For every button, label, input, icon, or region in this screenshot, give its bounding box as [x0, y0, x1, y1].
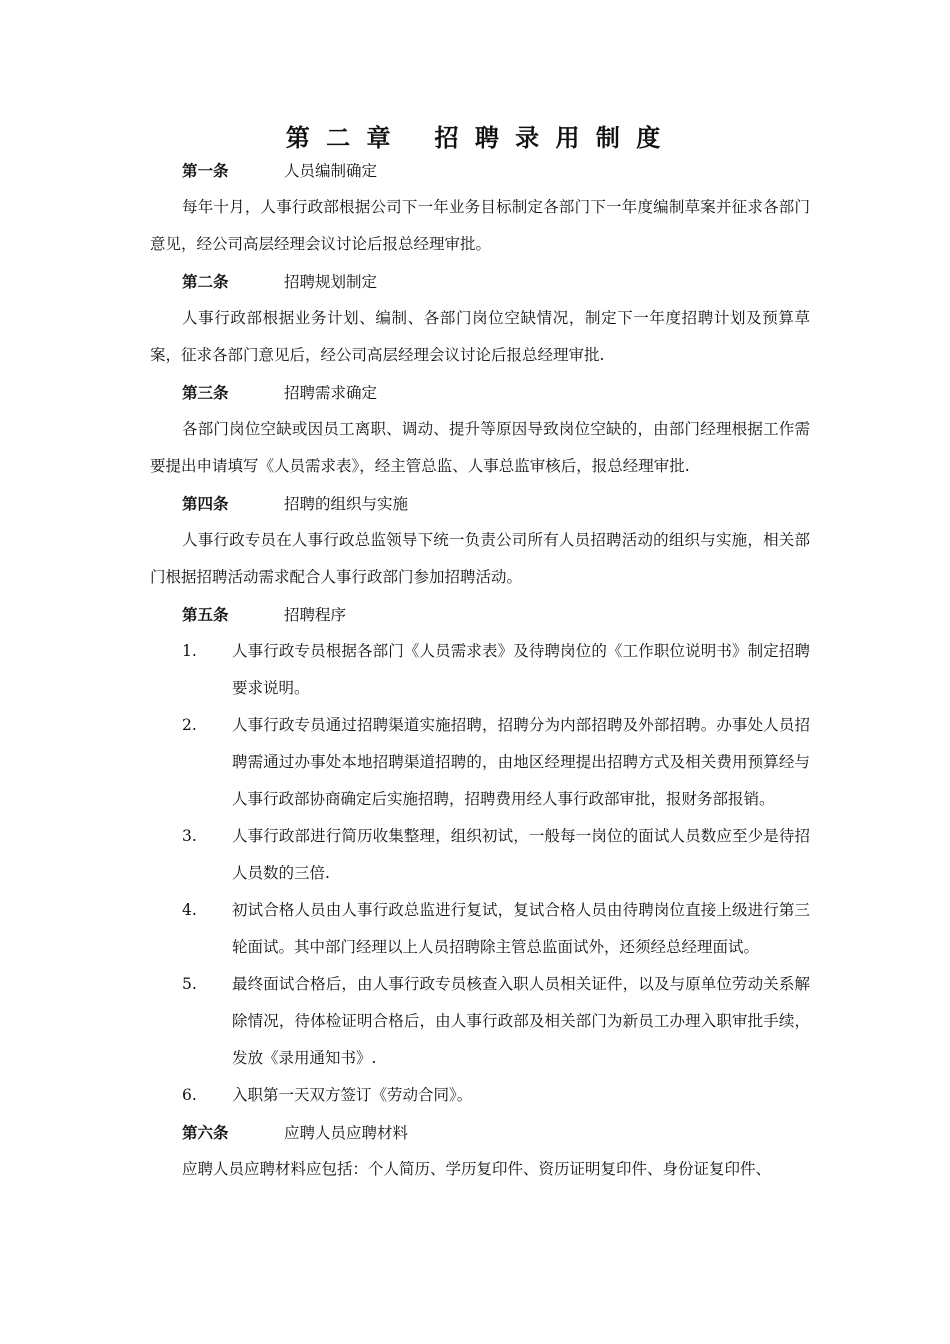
- procedure-item-5: [150, 966, 810, 1077]
- chapter-number: 第 二 章: [285, 123, 395, 152]
- procedure-item-1: [150, 633, 810, 707]
- article-heading-3: [150, 374, 810, 411]
- procedure-item-3: [150, 818, 810, 892]
- article-title: 应聘人员应聘材料: [284, 1124, 409, 1142]
- article-number: 第四条: [182, 494, 229, 513]
- article-heading-2: [150, 263, 810, 300]
- list-text: 人事行政部进行简历收集整理，组织初试，一般每一岗位的面试人员数应至少是待招人员数的三倍.: [232, 827, 810, 882]
- article-heading-4: [150, 485, 810, 522]
- article-title: 招聘需求确定: [284, 384, 378, 402]
- article-text-2: 人事行政部根据业务计划、编制、各部门岗位空缺情况，制定下一年度招聘计划及预算草案，征求各部门意见后，经公司高层经理会议讨论后报总经理审批.: [150, 309, 810, 364]
- list-index: 6.: [182, 1086, 197, 1104]
- article-text-1: 每年十月，人事行政部根据公司下一年业务目标制定各部门下一年度编制草案并征求各部门意见，经公司高层经理会议讨论后报总经理审批。: [150, 198, 810, 253]
- list-text: 人事行政专员根据各部门《人员需求表》及待聘岗位的《工作职位说明书》制定招聘要求说明。: [232, 642, 810, 697]
- article-text-3: 各部门岗位空缺或因员工离职、调动、提升等原因导致岗位空缺的，由部门经理根据工作需要提出申请填写《人员需求表》，经主管总监、人事总监审核后，报总经理审批.: [150, 420, 810, 475]
- procedure-item-6: [150, 1077, 810, 1114]
- list-text: 人事行政专员通过招聘渠道实施招聘，招聘分为内部招聘及外部招聘。办事处人员招聘需通过办事处本地招聘渠道招聘的，由地区经理提出招聘方式及相关费用预算经与人事行政部协商确定后实施招聘，招聘费用经人事行政部审批，报财务部报销。: [232, 716, 810, 808]
- article-title: 人员编制确定: [284, 162, 378, 180]
- article-heading-1: [150, 152, 810, 189]
- article-title: 招聘的组织与实施: [284, 495, 409, 513]
- list-text: 最终面试合格后，由人事行政专员核查入职人员相关证件，以及与原单位劳动关系解除情况，待体检证明合格后，由人事行政部及相关部门为新员工办理入职审批手续，发放《录用通知书》.: [232, 975, 810, 1067]
- list-index: 2.: [182, 716, 197, 734]
- article-number: 第六条: [182, 1123, 229, 1142]
- list-index: 5.: [182, 975, 197, 993]
- article-title: 招聘规划制定: [284, 273, 378, 291]
- chapter-name: 招 聘 录 用 制 度: [434, 123, 665, 152]
- article-text-4: 人事行政专员在人事行政总监领导下统一负责公司所有人员招聘活动的组织与实施，相关部门根据招聘活动需求配合人事行政部门参加招聘活动。: [150, 531, 810, 586]
- procedure-item-4: [150, 892, 810, 966]
- article-text-6: 应聘人员应聘材料应包括：个人简历、学历复印件、资历证明复印件、身份证复印件、: [182, 1160, 772, 1178]
- procedure-item-2: [150, 707, 810, 818]
- list-text: 入职第一天双方签订《劳动合同》。: [232, 1086, 473, 1104]
- article-heading-5: [150, 596, 810, 633]
- article-number: 第二条: [182, 272, 229, 291]
- list-index: 1.: [182, 642, 197, 660]
- article-heading-6: [150, 1114, 810, 1151]
- article-number: 第一条: [182, 161, 229, 180]
- list-index: 3.: [182, 827, 197, 845]
- list-index: 4.: [182, 901, 197, 919]
- article-title: 招聘程序: [284, 606, 347, 624]
- article-number: 第五条: [182, 605, 229, 624]
- document-body: [150, 152, 810, 1188]
- list-text: 初试合格人员由人事行政总监进行复试，复试合格人员由待聘岗位直接上级进行第三轮面试。其中部门经理以上人员招聘除主管总监面试外，还须经总经理面试。: [232, 901, 810, 956]
- article-number: 第三条: [182, 383, 229, 402]
